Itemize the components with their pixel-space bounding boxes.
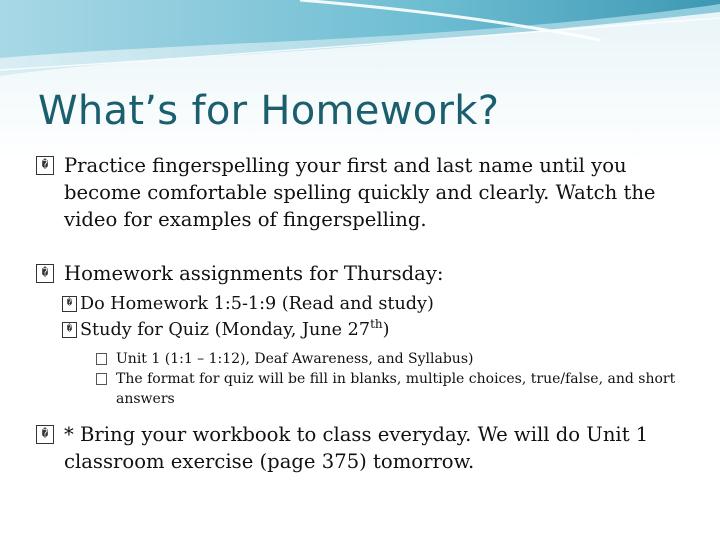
header-banner xyxy=(0,0,720,90)
list-item-text: The format for quiz will be fill in blanks, multiple choices, true/false, and short answers xyxy=(116,371,676,407)
sublist-item-homework-pages xyxy=(36,291,676,317)
list-item-text: * Bring your workbook to class everyday. We will do Unit 1 classroom exercise (page 375) tomorrow. xyxy=(64,423,649,473)
slide-body xyxy=(36,152,676,475)
bullet-icon xyxy=(96,353,107,365)
list-item-text: Practice fingerspelling your first and last name until you become comfortable spelling quickly and clearly. Watch the video for examples of fingerspelling. xyxy=(64,154,656,231)
list-item-text: Unit 1 (1:1 – 1:12), Deaf Awareness, and Syllabus) xyxy=(116,351,474,367)
bullet-icon: � xyxy=(62,322,77,338)
list-item-practice xyxy=(36,152,676,233)
list-item-text-end: ) xyxy=(382,320,390,340)
list-item-workbook xyxy=(36,421,676,475)
bullet-icon: � xyxy=(36,425,54,444)
list-item-text: Study for Quiz (Monday, June 27 xyxy=(80,320,371,340)
list-item-text: Do Homework 1:5-1:9 (Read and study) xyxy=(80,294,434,314)
superscript: th xyxy=(370,317,383,332)
bullet-icon: � xyxy=(62,296,77,312)
list-item-homework xyxy=(36,260,676,287)
list-item-text: Homework assignments for Thursday: xyxy=(64,262,444,285)
subsublist-item-unit xyxy=(36,349,676,369)
bullet-icon: � xyxy=(36,264,54,283)
sublist-item-quiz xyxy=(36,317,676,343)
slide-title: What’s for Homework? xyxy=(38,88,500,134)
banner-wave-dark xyxy=(0,0,720,58)
subsublist-item-format xyxy=(36,369,676,409)
bullet-icon: � xyxy=(36,156,54,175)
bullet-icon xyxy=(96,373,107,385)
